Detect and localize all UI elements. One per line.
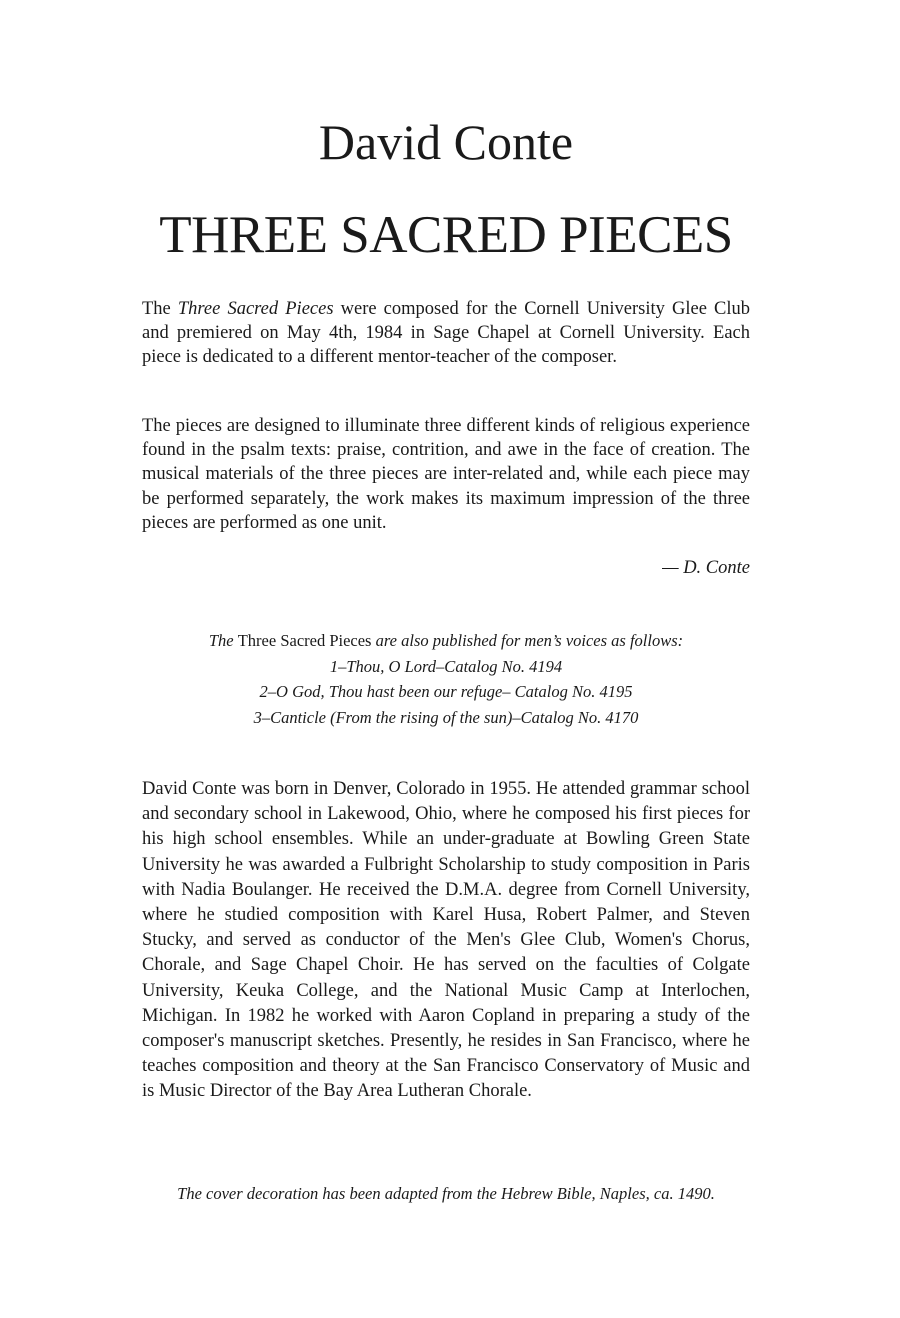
editions-intro-title: Three Sacred Pieces	[237, 631, 372, 650]
edition-item: 3–Canticle (From the rising of the sun)–Catalog No. 4170	[253, 707, 639, 727]
author-signature: — D. Conte	[662, 558, 750, 578]
edition-item: 2–O God, Thou hast been our refuge– Catalog No. 4195	[259, 682, 633, 701]
edition-item: 1–Thou, O Lord–Catalog No. 4194	[329, 656, 563, 676]
work-title: THREE SACRED PIECES	[159, 206, 733, 264]
cover-credit: The cover decoration has been adapted from the Hebrew Bible, Naples, ca. 1490.	[177, 1184, 715, 1203]
editions-intro	[142, 628, 750, 654]
intro-paragraph-1-rest: were composed for the Cornell University Glee Club and premiered on May 4th, 1984 in Sage Chapel at Cornell University. Each piece is dedicated to a different mentor-teacher of the composer.	[142, 299, 751, 368]
editions-intro-the: The	[208, 631, 238, 650]
intro-paragraph-1-lead: The	[142, 299, 178, 319]
intro-paragraph-2: The pieces are designed to illuminate three different kinds of religious experience found in the psalm texts: praise, contrition, and awe in the face of creation. The musical materials of the three pieces are inter-related and, while each piece may be performed separately, the work makes its maximum impression of the three pieces are performed as one unit.	[142, 416, 750, 533]
editions-list	[142, 628, 750, 730]
intro-work-title: Three Sacred Pieces	[177, 299, 334, 319]
editions-intro-rest: are also published for men’s voices as follows:	[371, 631, 684, 650]
intro-paragraph-1	[142, 297, 750, 370]
composer-biography: David Conte was born in Denver, Colorado in 1955. He attended grammar school and secondary school in Lakewood, Ohio, where he composed his first pieces for his high school ensembles. While an under-graduate at Bowling Green State University he was awarded a Fulbright Scholarship to study composition in Paris with Nadia Boulanger. He received the D.M.A. degree from Cornell University, where he studied composition with Karel Husa, Robert Palmer, and Steven Stucky, and served as conductor of the Men's Glee Club, Women's Chorus, Chorale, and Sage Chapel Choir. He has served on the faculties of Colgate University, Keuka College, and the National Music Camp at Interlochen, Michigan. In 1982 he worked with Aaron Copland in preparing a study of the composer's manuscript sketches. Presently, he resides in San Francisco, where he teaches composition and theory at the San Francisco Conservatory of Music and is Music Director of the Bay Area Lutheran Chorale.	[142, 779, 750, 1102]
composer-name: David Conte	[318, 114, 574, 170]
